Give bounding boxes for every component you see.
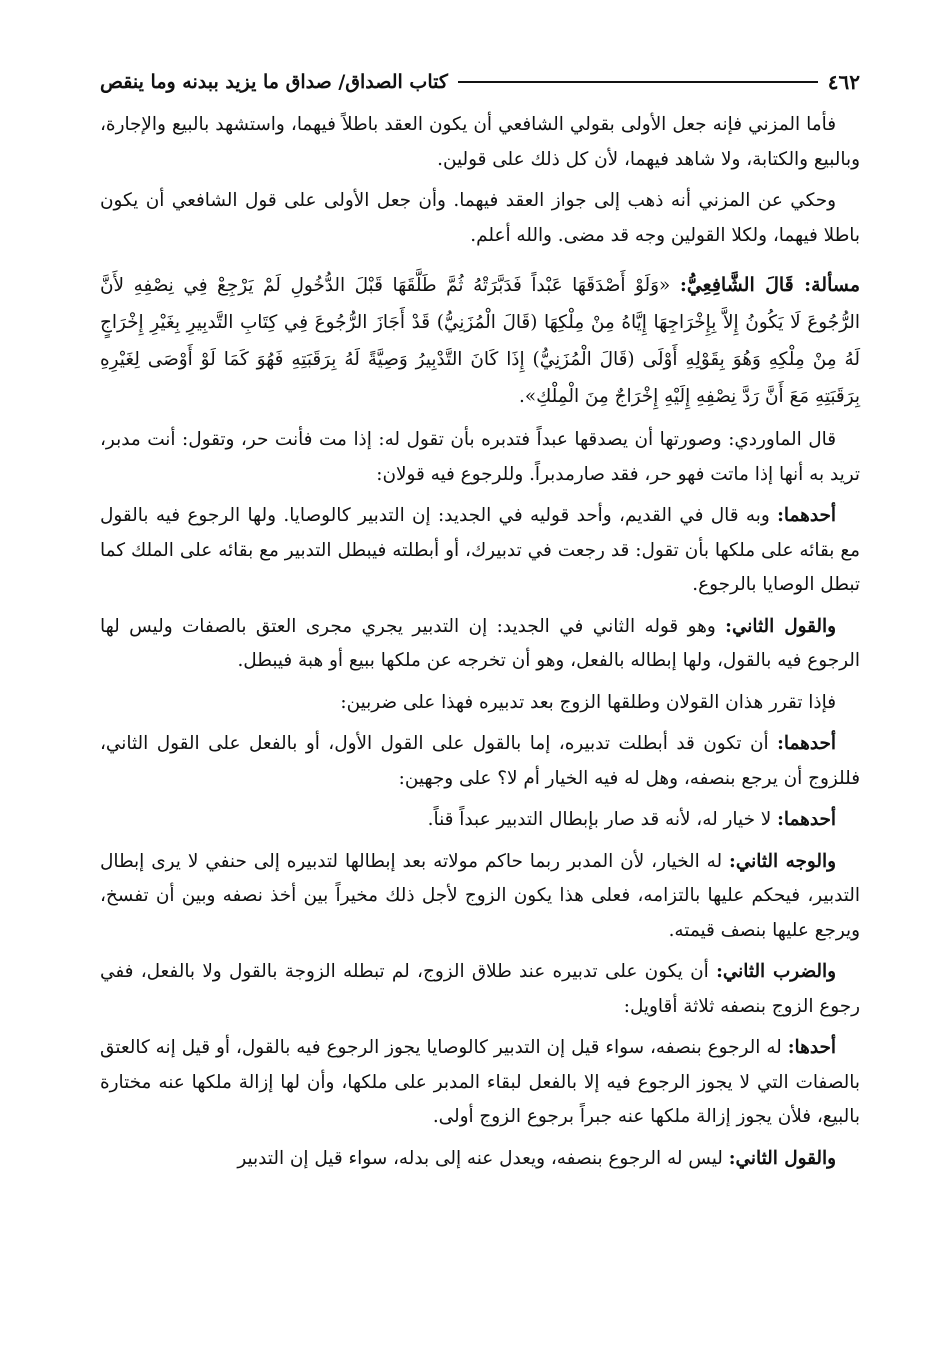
header-rule <box>458 81 818 83</box>
paragraph-text: وحكي عن المزني أنه ذهب إلى جواز العقد فيهما. وأن جعل الأولى على قول الشافعي أن يكون باطلا فيهما، ولكلا القولين وجه قد مضى. والله أعلم. <box>100 190 860 246</box>
paragraph-lead: والضرب الثاني: <box>716 961 836 982</box>
paragraph-text: ليس له الرجوع بنصفه، ويعدل عنه إلى بدله، سواء قيل إن التدبير <box>237 1147 723 1169</box>
paragraph-text: فإذا تقرر هذان القولان وطلقها الزوج بعد تدبيره فهذا على ضربين: <box>340 691 836 713</box>
paragraph-1 <box>100 108 860 177</box>
paragraph-text: له الرجوع بنصفه، سواء قيل إن التدبير كالوصايا يجوز الرجوع فيه بالقول، أو قيل إنه كالعتق بالصفات التي لا يجوز الرجوع فيه إلا بالفعل لبقاء المدبر على ملكها، وأن لها إزالة ملكها عنه مختارة بالبيع، فلأن يجوز إزالة ملكها عنه جبراً برجوع الزوج أولى. <box>100 1037 860 1127</box>
paragraph-12 <box>100 1031 860 1135</box>
page-number: ٤٦٢ <box>827 70 860 94</box>
paragraph-13 <box>100 1142 860 1177</box>
paragraph-9 <box>100 803 860 838</box>
paragraph-4 <box>100 423 860 492</box>
paragraph-text: وبه قال في القديم، وأحد قوليه في الجديد: إن التدبير كالوصايا. ولها الرجوع فيه بالقول مع بقائه على ملكها بأن تقول: قد رجعت في تدبيرك، أو أبطلته فيبطل التدبير مع بقائه على الملك كما تبطل الوصايا بالرجوع. <box>100 505 860 595</box>
paragraph-lead: والقول الثاني: <box>728 1147 836 1169</box>
paragraph-10 <box>100 845 860 949</box>
paragraph-text: أن تكون قد أبطلت تدبيره، إما بالقول على القول الأول، أو بالفعل على القول الثاني، فللزوج أن يرجع بنصفه، وهل له فيه الخيار أم لا؟ على وجهين: <box>100 733 860 789</box>
paragraph-lead: أحدها: <box>787 1037 836 1058</box>
paragraph-7 <box>100 686 860 721</box>
paragraph-11 <box>100 955 860 1024</box>
paragraph-text: وهو قوله الثاني في الجديد: إن التدبير يجري مجرى العتق بالصفات وليس لها الرجوع فيه بالقول، ولها إبطاله بالفعل، وهو أن تخرجه عن ملكها ببيع أو هبة فيبطل. <box>100 615 860 671</box>
paragraph-6 <box>100 610 860 679</box>
running-header <box>100 70 860 94</box>
paragraph-text: أن يكون على تدبيره عند طلاق الزوج، لم تبطله الزوجة بالقول ولا بالفعل، ففي رجوع الزوج بنصفه ثلاثة أقاويل: <box>100 961 860 1017</box>
masala-quote <box>100 267 860 415</box>
paragraph-5 <box>100 499 860 603</box>
paragraph-text: له الخيار، لأن المدبر ربما حاكم مولاته بعد إبطالها لتدبيره إلى حنفي لا يرى إبطال التدبير، فيحكم عليها بالتزامه، فعلى هذا يكون الزوج لأجل ذلك مخيراً بين أخذ نصفه وبين أن تفسخ، ويرجع عليها بنصف قيمته. <box>100 850 860 941</box>
paragraph-lead: أحدهما: <box>777 809 836 830</box>
paragraph-8 <box>100 727 860 796</box>
body-text <box>100 108 860 1176</box>
running-title: كتاب الصداق/ صداق ما يزيد ببدنه وما ينقص <box>100 71 448 93</box>
paragraph-text: قال الماوردي: وصورتها أن يصدقها عبداً فتدبره بأن تقول له: إذا مت فأنت حر، وتقول: أنت مدبر، تريد به أنها إذا ماتت فهو حر، فقد صارمدبراً. وللرجوع فيه قولان: <box>100 429 860 485</box>
paragraph-lead: أحدهما: <box>777 733 836 754</box>
paragraph-lead: والوجه الثاني: <box>729 850 836 872</box>
masala-lead: مسألة: قَالَ الشَّافِعِيُّ: <box>679 274 860 296</box>
paragraph-2 <box>100 184 860 253</box>
paragraph-text: فأما المزني فإنه جعل الأولى بقولي الشافعي أن يكون العقد باطلاً فيهما، واستشهد بالبيع والإجارة، وبالبيع والكتابة، ولا شاهد فيهما، لأن كل ذلك على قولين. <box>100 114 860 170</box>
paragraph-lead: والقول الثاني: <box>725 615 836 637</box>
paragraph-text: لا خيار له، لأنه قد صار بإبطال التدبير عبداً قناً. <box>427 809 772 830</box>
paragraph-lead: أحدهما: <box>777 505 836 526</box>
masala-text: «وَلَوْ أَصْدَقَهَا عَبْداً فَدَبَّرَتْهُ ثُمَّ طَلَّقَهَا قَبْلَ الدُّخُولِ لَمْ يَرْجِعْ فِي نِصْفِهِ لأَنَّ الرُّجُوعَ لَا يَكُونُ إِلاَّ بِإِخْرَاجِهَا إِيَّاهُ مِنْ مِلْكِهَا (قَالَ الْمُزَنِيُّ) قَدْ أَجَازَ الرُّجُوعَ فِي كِتَابِ التَّدبِيرِ بِغَيْرِ إِخْرَاجٍ لَهُ مِنْ مِلْكِهِ وَهُوَ بِقَوْلِهِ أَوْلَى (قَالَ الْمُزَنِيُّ) إِذَا كَانَ التَّدْبِيرُ وَصِيَّةً لَهُ بِرَقَبَتِهِ فَهُوَ كَمَا لَوْ أَوْصَى لِغَيْرِهِ بِرَقَبَتِهِ مَعَ أَنَّ رَدَّ نِصْفِهِ إِلَيْهِ إِخْرَاجٌ مِنَ الْمِلْكِ». <box>100 275 860 407</box>
